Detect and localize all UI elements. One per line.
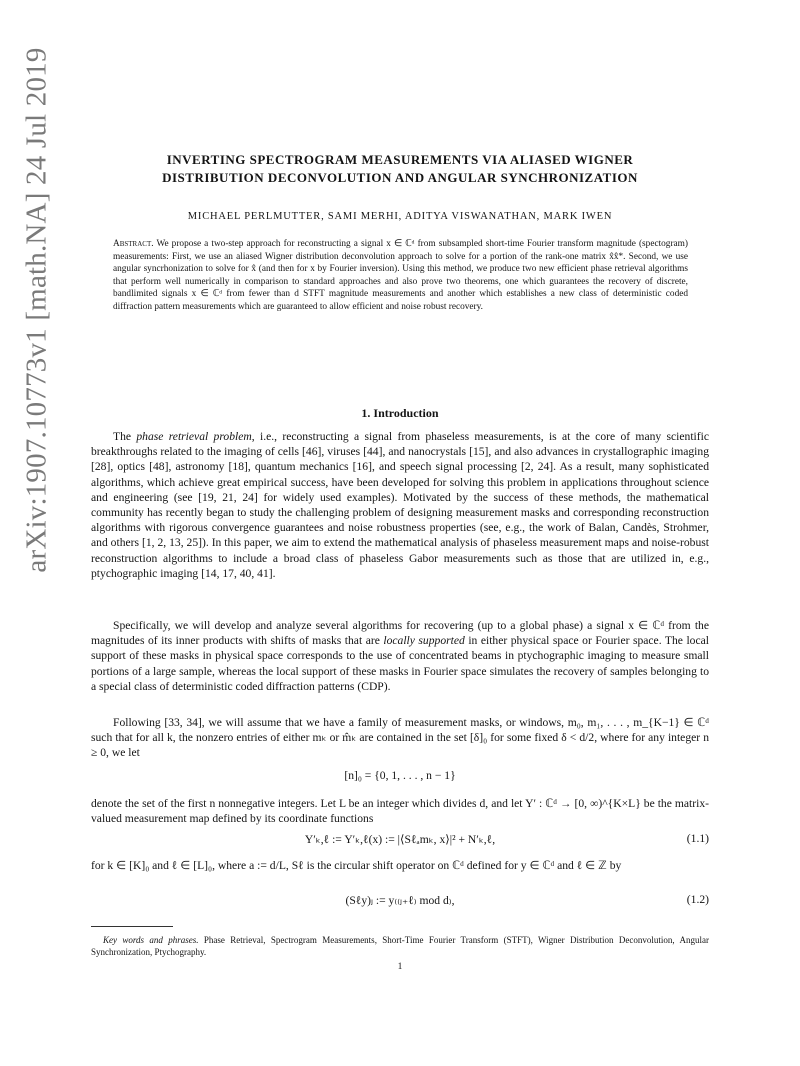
intro-p1-lead: The [113,430,132,443]
abstract-text: We propose a two-step approach for reconstructing a signal x ∈ ℂᵈ from subsampled short-time Fourier transform magnitude (spectogram) measurements: First, we use an aliased Wigner distribution deconvolution approach to solve for a portion of the rank-one matrix x̂x̂*. Second, we use angular syncrhonization to solve for x̂ (and then for x by Fourier inversion). Using this method, we produce two new efficient phase retrieval algorithms that perform well numerically in comparison to standard approaches and also prove two theorems, one which guarantees the recovery of discrete, bandlimited signals x ∈ ℂᵈ from fewer than d STFT magnitude measurements and another which establishes a new class of deterministic coded diffraction pattern measurements which are guaranteed to allow efficient and noise robust recovery. [113,239,688,312]
equation-set-definition [91,769,709,787]
keywords-footnote [91,934,709,958]
arxiv-identifier: arXiv:1907.10773v1 [math.NA] 24 Jul 2019 [20,47,53,573]
equation-1-2-math: (Sℓy)ⱼ := y₍₍ⱼ₊ℓ₎ mod d₎, [345,894,455,907]
equation-1-1-math: Y′ₖ,ℓ := Y′ₖ,ℓ(x) := |⟨Sℓₐmₖ, x⟩|² + N′ₖ,ℓ, [304,833,496,846]
intro-p2-rest: in either physical space or Fourier space. The local support of these masks in physical space corresponds to the use of concentrated beams in ptychographic imaging to measure small portions of a large sample, whereas the local support of these masks in Fourier space simulates the recovery of samples belonging to a special class of deterministic coded diffraction patterns (CDP). [91,634,709,693]
intro-paragraph-4: denote the set of the first n nonnegative integers. Let L be an integer which divides d, and let Y′ : ℂᵈ → [0, ∞)^{K×L} be the matrix-valued measurement map defined by its coordinate functions [91,797,709,826]
paper-title [91,151,709,187]
equation-1-1-number: (1.1) [686,832,709,845]
page-number: 1 [397,962,403,972]
keywords-text: Phase Retrieval, Spectrogram Measurements, Short-Time Fourier Transform (STFT), Wigner Distribution Deconvolution, Angular Synchronization, Ptychography. [91,935,709,957]
intro-p1-rest: , i.e., reconstructing a signal from phaseless measurements, is at the core of many scientific breakthroughs related to the imaging of cells [46], viruses [44], and nanocrystals [15], and also advances in crystallographic imaging [28], optics [48], astronomy [18], quantum mechanics [16], and speech signal processing [2, 24]. As a result, many sophisticated algorithms, which achieve great empirical success, have been developed for solving this problem in applications throughout science and engineering (see [19, 21, 24] for widely used examples). Motivated by the success of these methods, the mathematical community has recently began to study the challenging problem of designing measurement masks and corresponding reconstruction algorithms with rigorous convergence guarantees and noise robustness properties (see, e.g., the work of Balan, Candès, Strohmer, and others [1, 2, 13, 25]). In this paper, we aim to extend the mathematical analysis of phaseless measurement maps and noise-robust reconstruction algorithms to include a broad class of phaseless Gabor measurements such as those that are utilized in, e.g., ptychographic imaging [14, 17, 40, 41]. [91,430,709,580]
arxiv-sidebar [0,0,60,1066]
footnote-rule [91,926,173,927]
abstract-label: Abstract. [113,239,154,249]
section-heading-introduction: 1. Introduction [361,406,439,420]
intro-paragraph-2 [91,618,709,694]
intro-p2-lead: Specifically, we will develop and analyze several algorithms for recovering (up to a global phase) a signal x ∈ ℂᵈ from the magnitudes of its inner products with shifts of masks that are [91,619,709,648]
author-list: MICHAEL PERLMUTTER, SAMI MERHI, ADITYA VISWANATHAN, MARK IWEN [187,211,613,222]
intro-p2-italic: locally supported [383,634,465,648]
equation-1-1 [91,832,709,850]
equation-1-2-number: (1.2) [686,893,709,906]
title-line-2: DISTRIBUTION DECONVOLUTION AND ANGULAR SYNCHRONIZATION [162,170,638,185]
intro-paragraph-3: Following [33, 34], we will assume that we have a family of measurement masks, or windows, m₀, m₁, . . . , m_{K−1} ∈ ℂᵈ such that for all k, the nonzero entries of either mₖ or m̂ₖ are contained in the set [δ]₀ for some fixed δ < d/2, where for any integer n ≥ 0, we let [91,716,709,760]
title-line-1: INVERTING SPECTROGRAM MEASUREMENTS VIA ALIASED WIGNER [166,152,634,167]
intro-paragraph-5: for k ∈ [K]₀ and ℓ ∈ [L]₀, where a := d/L, Sℓ is the circular shift operator on ℂᵈ defined for y ∈ ℂᵈ and ℓ ∈ ℤ by [91,859,622,872]
intro-paragraph-1 [91,429,709,581]
equation-set-math: [n]₀ = {0, 1, . . . , n − 1} [344,769,456,782]
intro-p1-italic: phase retrieval problem [136,430,252,443]
keywords-label: Key words and phrases. [103,935,199,945]
abstract [113,238,688,314]
equation-1-2 [91,893,709,911]
